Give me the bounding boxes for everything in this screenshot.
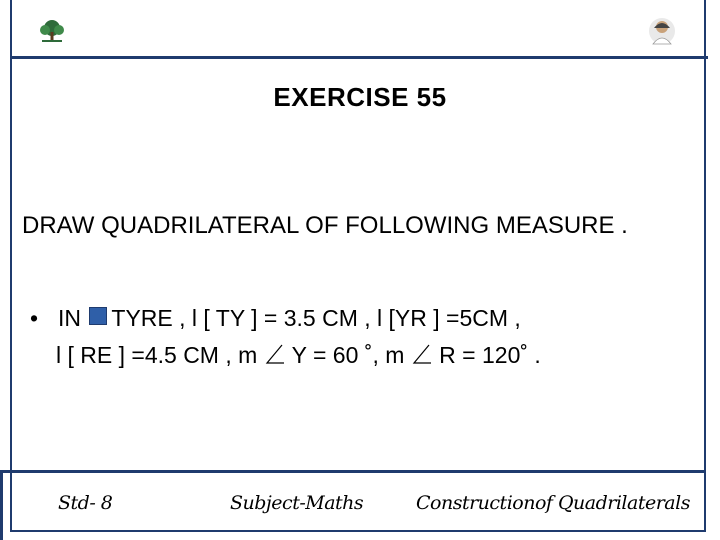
line2-part-a: l [ RE ] =4.5 CM , m [56, 342, 258, 368]
footer-divider [0, 470, 706, 473]
angle-symbol-icon [264, 343, 286, 365]
tree-logo-icon [38, 18, 66, 46]
line1-prefix: IN [58, 305, 81, 331]
measure-line-2 [56, 342, 541, 369]
slide-frame [10, 0, 706, 532]
line2-part-c: R = 120˚ . [439, 342, 541, 368]
line1-text: TYRE , l [ TY ] = 3.5 CM , l [YR ] =5CM , [111, 305, 521, 331]
page-title: EXERCISE 55 [273, 82, 447, 112]
angle-symbol-icon [411, 343, 433, 365]
instruction-text: DRAW QUADRILATERAL OF FOLLOWING MEASURE . [22, 212, 628, 239]
footer-left-bar [0, 470, 3, 540]
bullet-glyph: • [30, 305, 39, 331]
portrait-logo-icon [648, 16, 676, 46]
header-divider [10, 56, 708, 59]
footer-std: Std- 8 [58, 492, 113, 514]
footer-subject: Subject-Maths [230, 492, 364, 514]
line2-part-b: Y = 60 ˚, m [291, 342, 405, 368]
footer-topic: Constructionof Quadrilaterals [416, 492, 690, 514]
measure-line-1 [30, 305, 521, 332]
square-symbol-icon [89, 307, 107, 325]
